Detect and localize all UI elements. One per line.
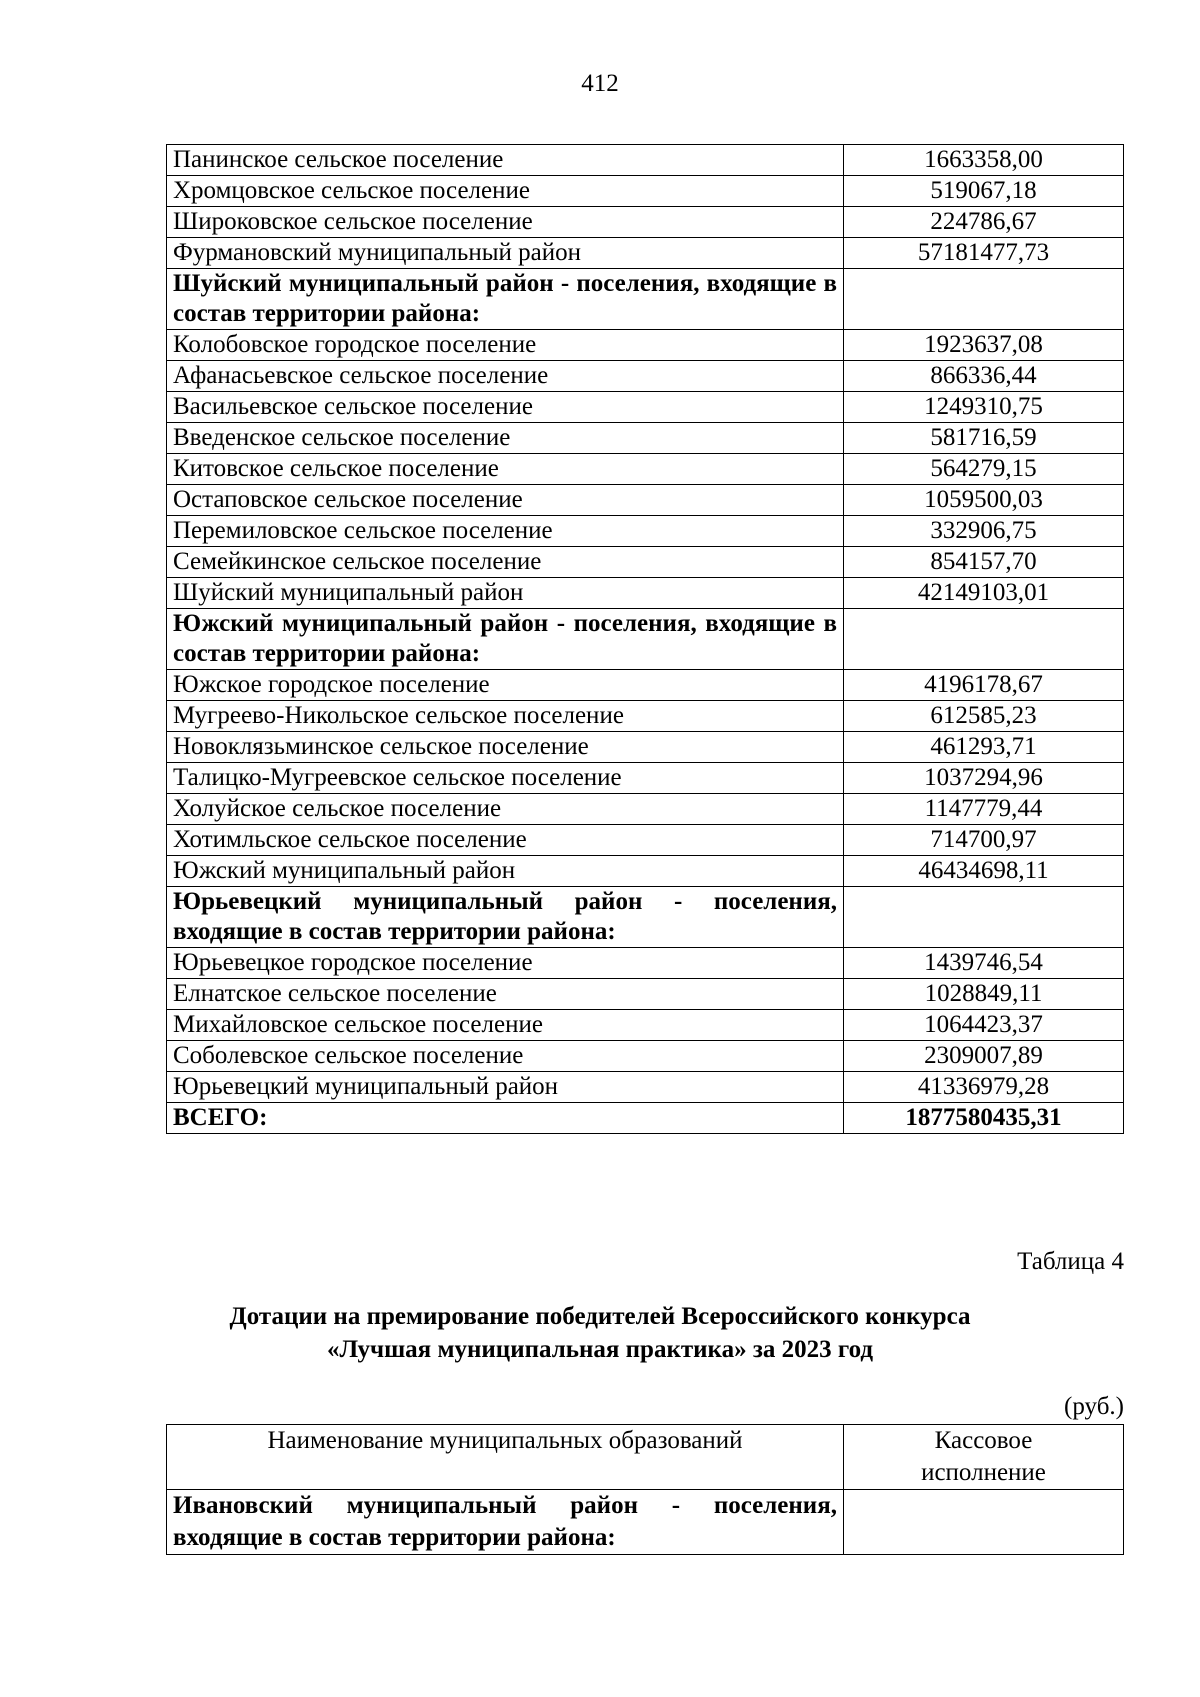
row-value: 1028849,11 <box>844 979 1124 1010</box>
row-value <box>844 1490 1124 1555</box>
row-name: Михайловское сельское поселение <box>167 1010 844 1041</box>
row-value: 1663358,00 <box>844 145 1124 176</box>
table-title-line-1: Дотации на премирование победителей Всероссийского конкурса <box>229 1303 971 1330</box>
row-name: ВСЕГО: <box>167 1103 844 1134</box>
row-name: Васильевское сельское поселение <box>167 392 844 423</box>
page-number: 412 <box>581 70 619 97</box>
row-value <box>844 887 1124 948</box>
table-row <box>167 794 1124 825</box>
table-row <box>167 207 1124 238</box>
row-value <box>844 609 1124 670</box>
row-name: Соболевское сельское поселение <box>167 1041 844 1072</box>
row-name: Елнатское сельское поселение <box>167 979 844 1010</box>
table-row <box>167 516 1124 547</box>
table-row <box>167 485 1124 516</box>
table-row <box>167 578 1124 609</box>
premium-table-header-row <box>167 1425 1124 1490</box>
subsidies-table <box>166 144 1124 1134</box>
row-value: 1249310,75 <box>844 392 1124 423</box>
row-name: Талицко-Мугреевское сельское поселение <box>167 763 844 794</box>
row-value: 1439746,54 <box>844 948 1124 979</box>
row-value: 46434698,11 <box>844 856 1124 887</box>
row-name: Хромцовское сельское поселение <box>167 176 844 207</box>
row-name: Шуйский муниципальный район <box>167 578 844 609</box>
row-value <box>844 269 1124 330</box>
row-value: 1037294,96 <box>844 763 1124 794</box>
row-name: Панинское сельское поселение <box>167 145 844 176</box>
row-name: Мугреево-Никольское сельское поселение <box>167 701 844 732</box>
table-row <box>167 825 1124 856</box>
row-name: Введенское сельское поселение <box>167 423 844 454</box>
table-title-line-2: «Лучшая муниципальная практика» за 2023 год <box>326 1336 874 1363</box>
table-row <box>167 1041 1124 1072</box>
table-row <box>167 856 1124 887</box>
table-row <box>167 547 1124 578</box>
row-name: Юрьевецкое городское поселение <box>167 948 844 979</box>
row-value: 332906,75 <box>844 516 1124 547</box>
row-value: 4196178,67 <box>844 670 1124 701</box>
total-row <box>167 1103 1124 1134</box>
table-row <box>167 145 1124 176</box>
row-value: 519067,18 <box>844 176 1124 207</box>
row-value: 41336979,28 <box>844 1072 1124 1103</box>
row-name: Перемиловское сельское поселение <box>167 516 844 547</box>
table-title <box>0 1300 1200 1366</box>
column-header-value <box>844 1425 1124 1490</box>
row-value: 581716,59 <box>844 423 1124 454</box>
table-row <box>167 948 1124 979</box>
row-value: 42149103,01 <box>844 578 1124 609</box>
table-row <box>167 423 1124 454</box>
table-row <box>167 763 1124 794</box>
row-value: 224786,67 <box>844 207 1124 238</box>
row-name: Китовское сельское поселение <box>167 454 844 485</box>
premium-table-body <box>167 1425 1124 1555</box>
section-header-row <box>167 269 1124 330</box>
row-value: 1147779,44 <box>844 794 1124 825</box>
row-name: Южский муниципальный район - поселения, входящие в состав территории района: <box>167 609 844 670</box>
row-name: Ивановский муниципальный район - поселения, входящие в состав территории района: <box>167 1490 844 1555</box>
premium-table <box>166 1424 1124 1555</box>
row-value: 714700,97 <box>844 825 1124 856</box>
row-name: Южское городское поселение <box>167 670 844 701</box>
row-name: Афанасьевское сельское поселение <box>167 361 844 392</box>
table-row <box>167 454 1124 485</box>
subsidies-table-body <box>167 145 1124 1134</box>
row-value: 57181477,73 <box>844 238 1124 269</box>
row-name: Фурмановский муниципальный район <box>167 238 844 269</box>
row-name: Хотимльское сельское поселение <box>167 825 844 856</box>
row-value: 612585,23 <box>844 701 1124 732</box>
column-header-value-line-1: Кассовое <box>934 1427 1033 1454</box>
table-row <box>167 392 1124 423</box>
row-value: 854157,70 <box>844 547 1124 578</box>
row-name: Холуйское сельское поселение <box>167 794 844 825</box>
row-name: Южский муниципальный район <box>167 856 844 887</box>
table-row <box>167 176 1124 207</box>
table-row <box>167 1010 1124 1041</box>
unit-label: (руб.) <box>1064 1393 1124 1420</box>
row-value: 1923637,08 <box>844 330 1124 361</box>
row-value: 866336,44 <box>844 361 1124 392</box>
row-name: Широковское сельское поселение <box>167 207 844 238</box>
column-header-value-line-2: исполнение <box>921 1459 1046 1486</box>
section-header-row <box>167 609 1124 670</box>
table-row <box>167 238 1124 269</box>
section-header-row <box>167 1490 1124 1555</box>
row-value: 1059500,03 <box>844 485 1124 516</box>
table-row <box>167 701 1124 732</box>
table-row <box>167 979 1124 1010</box>
row-name: Шуйский муниципальный район - поселения, входящие в состав территории района: <box>167 269 844 330</box>
row-name: Новоклязьминское сельское поселение <box>167 732 844 763</box>
table-row <box>167 732 1124 763</box>
column-header-name: Наименование муниципальных образований <box>167 1425 844 1490</box>
row-name: Юрьевецкий муниципальный район <box>167 1072 844 1103</box>
row-name: Остаповское сельское поселение <box>167 485 844 516</box>
row-value: 1877580435,31 <box>844 1103 1124 1134</box>
table-row <box>167 1072 1124 1103</box>
table-row <box>167 670 1124 701</box>
row-value: 1064423,37 <box>844 1010 1124 1041</box>
row-name: Колобовское городское поселение <box>167 330 844 361</box>
table-number-label: Таблица 4 <box>1017 1248 1124 1275</box>
section-header-row <box>167 887 1124 948</box>
row-value: 564279,15 <box>844 454 1124 485</box>
row-name: Юрьевецкий муниципальный район - поселения, входящие в состав территории района: <box>167 887 844 948</box>
row-value: 461293,71 <box>844 732 1124 763</box>
row-name: Семейкинское сельское поселение <box>167 547 844 578</box>
row-value: 2309007,89 <box>844 1041 1124 1072</box>
table-row <box>167 330 1124 361</box>
table-row <box>167 361 1124 392</box>
